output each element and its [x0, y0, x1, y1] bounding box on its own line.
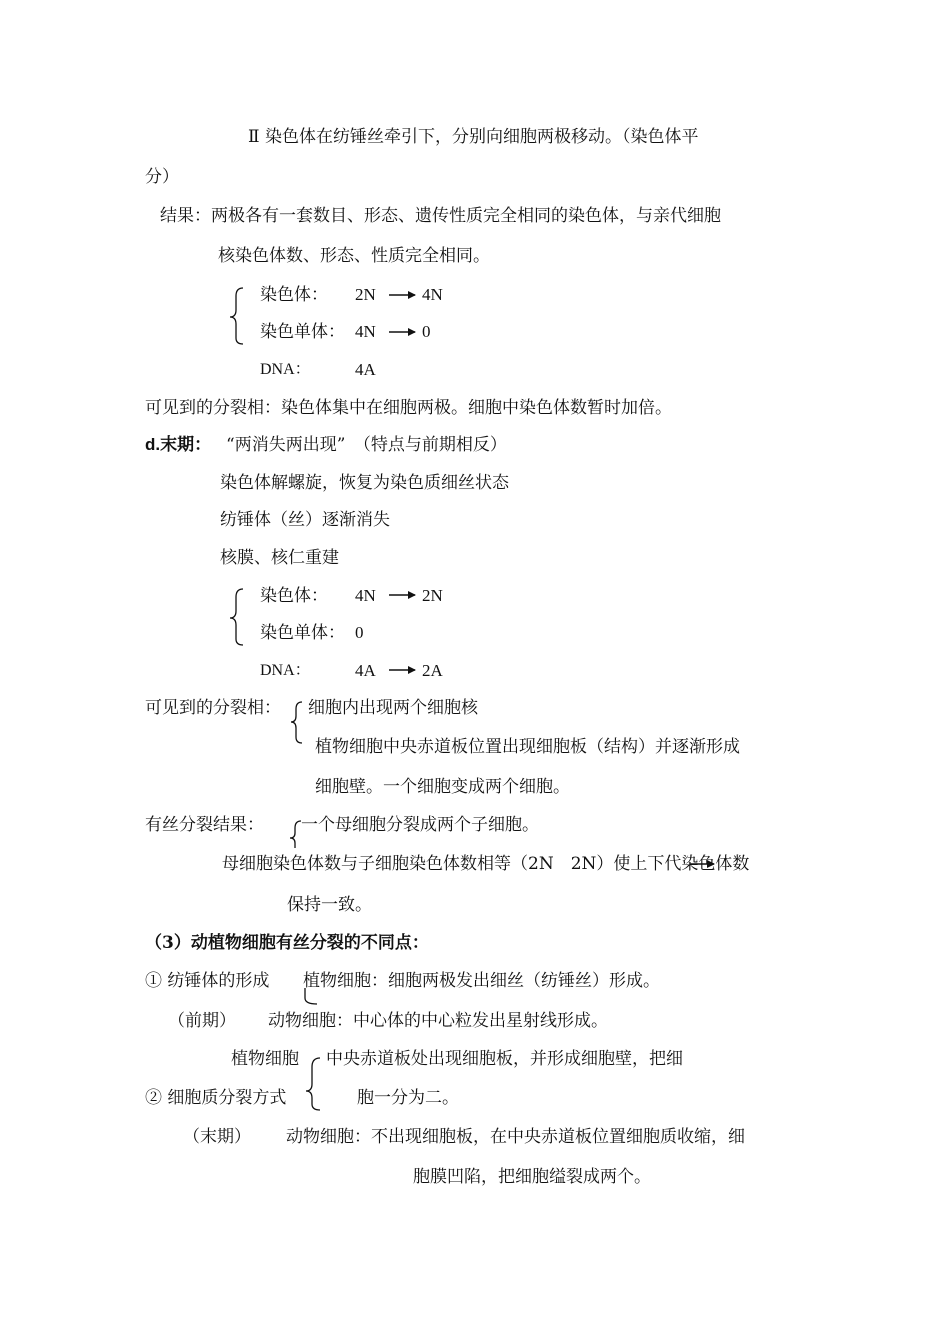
telophase-chromosome-label: 染色体：: [260, 586, 328, 606]
cytoplasm-plant-cont: 胞一分为二。: [357, 1088, 459, 1108]
telophase-dna-from: 4A: [355, 661, 376, 680]
cytoplasm-animal-cont: 胞膜凹陷，把细胞缢裂成两个。: [413, 1167, 651, 1187]
left-brace-icon: [291, 702, 302, 743]
anaphase-chromosome-from: 2N: [355, 285, 376, 304]
anaphase-line-cont: 分）: [145, 167, 179, 187]
telophase-chromatid-label: 染色单体：: [260, 623, 345, 643]
telophase-visible-item: 细胞内出现两个细胞核: [308, 698, 478, 718]
telophase-chromosome-from: 4N: [355, 586, 376, 605]
anaphase-result-cont: 核染色体数、形态、性质完全相同。: [218, 246, 490, 266]
anaphase-visible-phase: 可见到的分裂相：染色体集中在细胞两极。细胞中染色体数暂时加倍。: [145, 398, 672, 418]
telophase-item: 纺锤体（丝）逐渐消失: [220, 510, 390, 530]
spindle-plant: 植物细胞：细胞两极发出细丝（纺锤丝）形成。: [303, 971, 660, 991]
telophase-visible-label: 可见到的分裂相：: [145, 698, 281, 718]
anaphase-dna-value: 4A: [355, 360, 376, 379]
anaphase-result: 结果：两极各有一套数目、形态、遗传性质完全相同的染色体，与亲代细胞: [160, 206, 721, 226]
telophase-item: 染色体解螺旋，恢复为染色质细丝状态: [220, 473, 509, 493]
cytoplasm-plant-text: 中央赤道板处出现细胞板，并形成细胞壁，把细: [326, 1049, 683, 1069]
left-brace-icon: [306, 1058, 320, 1110]
cytoplasm-label: ② 细胞质分裂方式: [145, 1088, 287, 1108]
anaphase-chromatid-from: 4N: [355, 322, 376, 341]
left-brace-icon: [290, 821, 301, 848]
telophase-dna-label: DNA：: [260, 662, 311, 679]
mitosis-result-item-cont: 保持一致。: [287, 895, 372, 915]
mitosis-result-item: 母细胞染色体数与子细胞染色体数相等（2N 2N）使上下代染色体数: [222, 854, 750, 874]
telophase-visible-item-cont: 细胞壁。一个细胞变成两个细胞。: [315, 777, 570, 797]
cytoplasm-plant-label: 植物细胞: [231, 1049, 299, 1069]
spindle-label: ① 纺锤体的形成: [145, 971, 270, 991]
left-brace-icon: [230, 288, 243, 344]
telophase-heading: d.末期：: [145, 435, 212, 454]
telophase-chromosome-to: 2N: [422, 586, 443, 605]
mitosis-result-item: 一个母细胞分裂成两个子细胞。: [301, 815, 539, 835]
telophase-label: （末期）: [183, 1127, 251, 1147]
spindle-animal: 动物细胞：中心体的中心粒发出星射线形成。: [268, 1011, 608, 1031]
left-brace-icon: [230, 589, 243, 645]
anaphase-chromosome-label: 染色体：: [260, 285, 328, 305]
anaphase-dna-label: DNA：: [260, 361, 311, 378]
mitosis-result-label: 有丝分裂结果：: [145, 815, 264, 835]
telophase-visible-item: 植物细胞中央赤道板位置出现细胞板（结构）并逐渐形成: [315, 737, 740, 757]
prophase-label: （前期）: [168, 1011, 236, 1031]
anaphase-line: Ⅱ 染色体在纺锤丝牵引下，分别向细胞两极移动。（染色体平: [248, 127, 699, 147]
telophase-item: 核膜、核仁重建: [220, 548, 339, 568]
telophase-dna-to: 2A: [422, 661, 443, 680]
anaphase-chromosome-to: 4N: [422, 285, 443, 304]
differences-heading: （3）动植物细胞有丝分裂的不同点：: [145, 933, 429, 953]
telophase-heading-desc: “两消失两出现” （特点与前期相反）: [226, 435, 507, 455]
telophase-chromatid-value: 0: [355, 623, 364, 642]
anaphase-chromatid-label: 染色单体：: [260, 322, 345, 342]
cytoplasm-animal: 动物细胞：不出现细胞板，在中央赤道板位置细胞质收缩，细: [286, 1127, 745, 1147]
anaphase-chromatid-to: 0: [422, 322, 431, 341]
